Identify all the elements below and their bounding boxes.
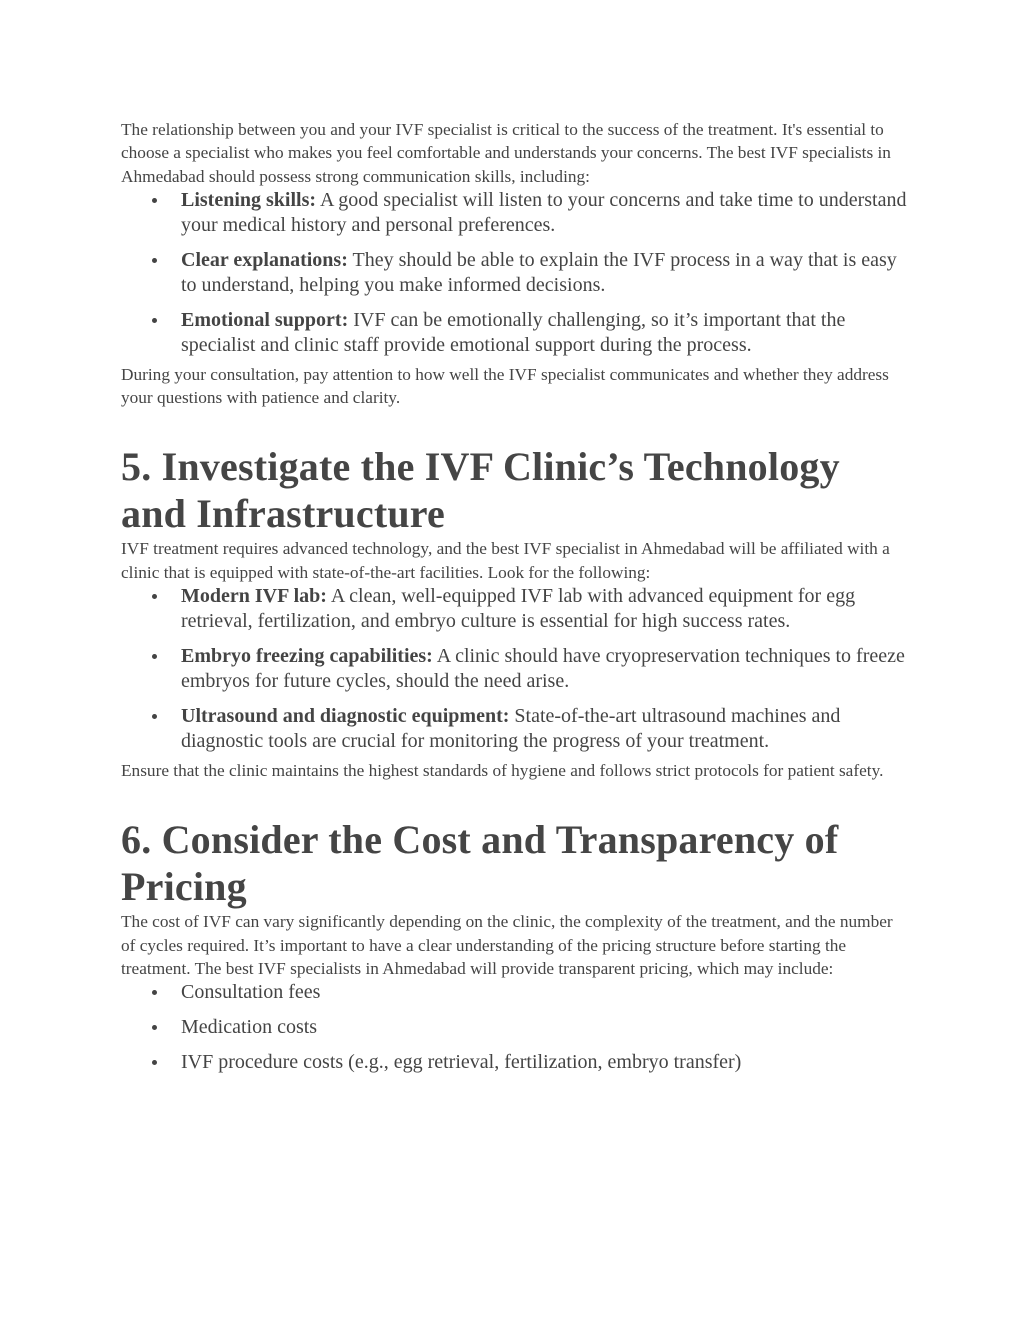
bullet-icon <box>152 990 157 995</box>
list-item-term: Ultrasound and diagnostic equipment: <box>181 705 510 728</box>
list-item <box>181 704 911 754</box>
list-item-text: Medication costs <box>181 1016 318 1039</box>
section-5-heading: 5. Investigate the IVF Clinic’s Technology and Infrastructure <box>121 444 840 537</box>
list-item-term: Embryo freezing capabilities: <box>181 645 433 668</box>
bullet-icon <box>152 1060 157 1065</box>
list-item-term: Clear explanations: <box>181 248 348 271</box>
list-item-text: A good specialist will listen to your concerns and take time to understand your medical history and personal preferences. <box>181 188 907 236</box>
bullet-icon <box>152 318 157 323</box>
bullet-icon <box>152 654 157 659</box>
section-5-paragraph: IVF treatment requires advanced technology, and the best IVF specialist in Ahmedabad will be affiliated with a clinic that is equipped with state-of-the-art facilities. Look for the following: <box>121 539 890 582</box>
intro-paragraph: The relationship between you and your IVF specialist is critical to the success of the treatment. It's essential to choose a specialist who makes you feel comfortable and understands your concerns. The best IVF specialists in Ahmedabad should possess strong communication skills, including: <box>121 120 891 186</box>
list-item <box>181 308 911 358</box>
section-6-heading: 6. Consider the Cost and Transparency of Pricing <box>121 817 839 910</box>
list-item <box>181 1015 911 1040</box>
list-item <box>181 188 911 238</box>
list-item <box>181 1050 911 1075</box>
bullet-icon <box>152 1025 157 1030</box>
list-item-text: State-of-the-art ultrasound machines and diagnostic tools are crucial for monitoring the progress of your treatment. <box>181 705 841 753</box>
list-item <box>181 584 911 634</box>
list-item-term: Listening skills: <box>181 188 317 211</box>
list-item-text: A clinic should have cryopreservation techniques to freeze embryos for future cycles, should the need arise. <box>181 645 905 693</box>
consultation-note: During your consultation, pay attention to how well the IVF specialist communicates and whether they address your questions with patience and clarity. <box>121 364 889 408</box>
bullet-icon <box>152 594 157 599</box>
communication-skills-list <box>121 188 911 358</box>
technology-list <box>121 584 911 754</box>
pricing-list <box>121 980 911 1075</box>
list-item-term: Modern IVF lab: <box>181 585 327 608</box>
bullet-icon <box>152 198 157 203</box>
list-item-term: Emotional support: <box>181 308 349 331</box>
section-5-closing: Ensure that the clinic maintains the highest standards of hygiene and follows strict protocols for patient safety. <box>121 761 884 781</box>
list-item-text: Consultation fees <box>181 981 321 1004</box>
bullet-icon <box>152 714 157 719</box>
list-item-text: They should be able to explain the IVF process in a way that is easy to understand, helping you make informed decisions. <box>181 248 897 296</box>
list-item <box>181 644 911 694</box>
bullet-icon <box>152 258 157 263</box>
section-6-paragraph: The cost of IVF can vary significantly depending on the clinic, the complexity of the treatment, and the number of cycles required. It’s important to have a clear understanding of the pricing structure before starting the treatment. The best IVF specialists in Ahmedabad will provide transparent pricing, which may include: <box>121 912 893 978</box>
list-item <box>181 248 911 298</box>
document-page <box>121 118 911 1080</box>
list-item-text: IVF can be emotionally challenging, so it’s important that the specialist and clinic staff provide emotional support during the process. <box>181 308 846 356</box>
list-item-text: A clean, well-equipped IVF lab with advanced equipment for egg retrieval, fertilization, and embryo culture is essential for high success rates. <box>181 585 856 633</box>
list-item-text: IVF procedure costs (e.g., egg retrieval, fertilization, embryo transfer) <box>181 1051 742 1074</box>
list-item <box>181 980 911 1005</box>
